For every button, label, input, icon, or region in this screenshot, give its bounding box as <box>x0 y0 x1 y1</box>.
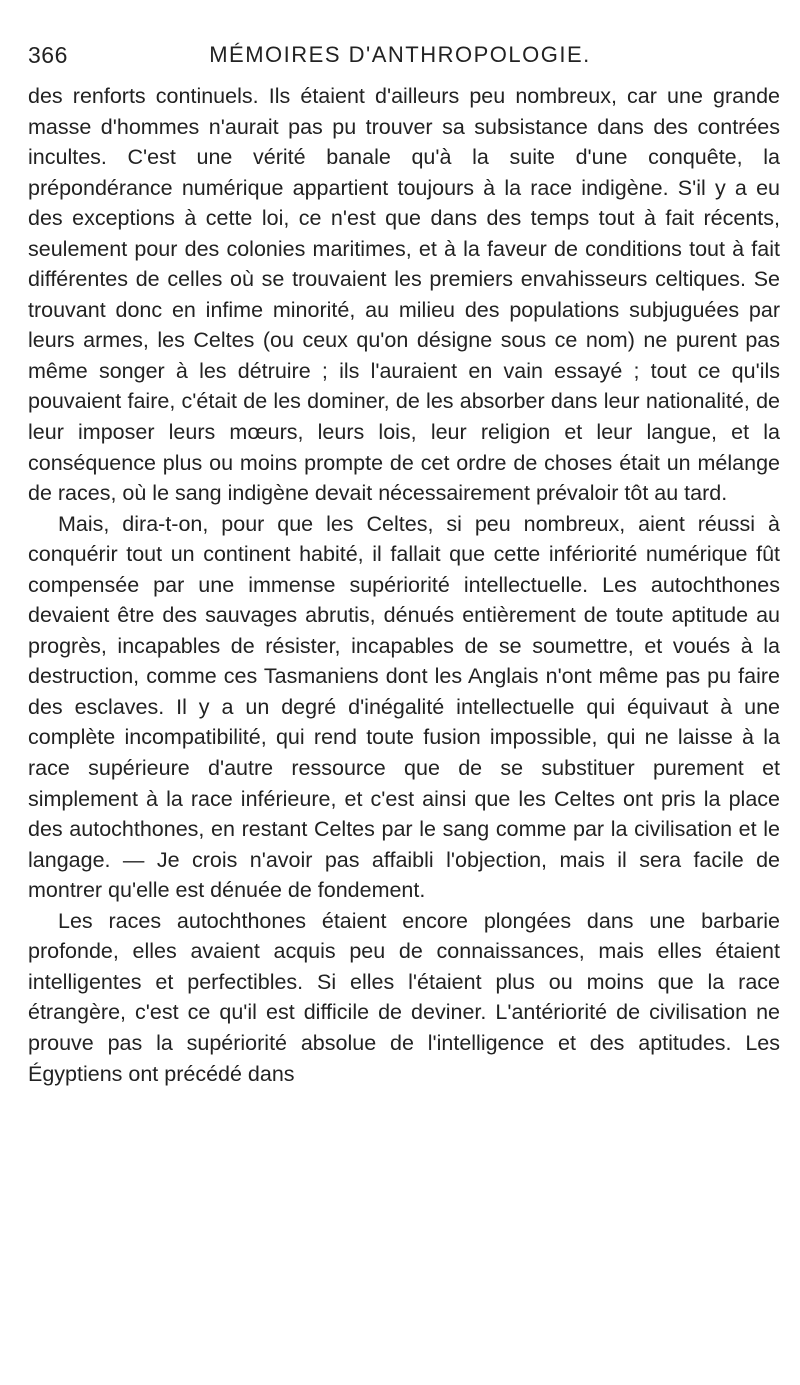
running-title: MÉMOIRES D'ANTHROPOLOGIE. <box>209 42 591 67</box>
page-number: 366 <box>28 42 68 68</box>
paragraph: Mais, dira-t-on, pour que les Celtes, si peu nombreux, aient réussi à conquérir tout un continent habité, il fallait que cette infériorité numérique fût compensée par une immense supériorité intellectuelle. Les autochthones devaient être des sauvages abrutis, dénués entièrement de toute aptitude au progrès, incapables de résister, incapables de se soumettre, et voués à la destruction, comme ces Tasmaniens dont les Anglais n'ont même pas pu faire des esclaves. Il y a un degré d'inégalité intellectuelle qui équivaut à une complète incompatibilité, qui rend toute fusion impossible, qui ne laisse à la race supérieure d'autre ressource que de se substituer purement et simplement à la race inférieure, et c'est ainsi que les Celtes ont pris la place des autochthones, en restant Celtes par le sang comme par la civilisation et le langage. — Je crois n'avoir pas affaibli l'objection, mais il sera facile de montrer qu'elle est dénuée de fondement. <box>28 511 780 903</box>
paragraph-continued: des renforts continuels. Ils étaient d'ailleurs peu nombreux, car une grande masse d'hommes n'aurait pas pu trouver sa subsistance dans des contrées incultes. C'est une vérité banale qu'à la suite d'une conquête, la prépondérance numérique appartient toujours à la race indigène. S'il y a eu des exceptions à cette loi, ce n'est que dans des temps tout à fait récents, seulement pour des colonies maritimes, et à la faveur de conditions tout à fait différentes de celles où se trouvaient les premiers envahisseurs celtiques. Se trouvant donc en infime minorité, au milieu des populations subjuguées par leurs armes, les Celtes (ou ceux qu'on désigne sous ce nom) ne purent pas même songer à les détruire ; ils l'auraient en vain essayé ; tout ce qu'ils pouvaient faire, c'était de les dominer, de les absorber dans leur nationalité, de leur imposer leurs mœurs, leurs lois, leur religion et leur langue, et la conséquence plus ou moins prompte de cet ordre de choses était un mélange de races, où le sang indigène devait nécessairement prévaloir tôt au tard. <box>28 84 780 506</box>
body-text <box>28 81 780 1089</box>
page-header <box>28 42 772 78</box>
paragraph: Les races autochthones étaient encore plongées dans une barbarie profonde, elles avaient acquis peu de connaissances, mais elles étaient intelligentes et perfectibles. Si elles l'étaient plus ou moins que la race étrangère, c'est ce qu'il est difficile de deviner. L'antériorité de civilisation ne prouve pas la supériorité absolue de l'intelligence et des aptitudes. Les Égyptiens ont précédé dans <box>28 908 780 1086</box>
